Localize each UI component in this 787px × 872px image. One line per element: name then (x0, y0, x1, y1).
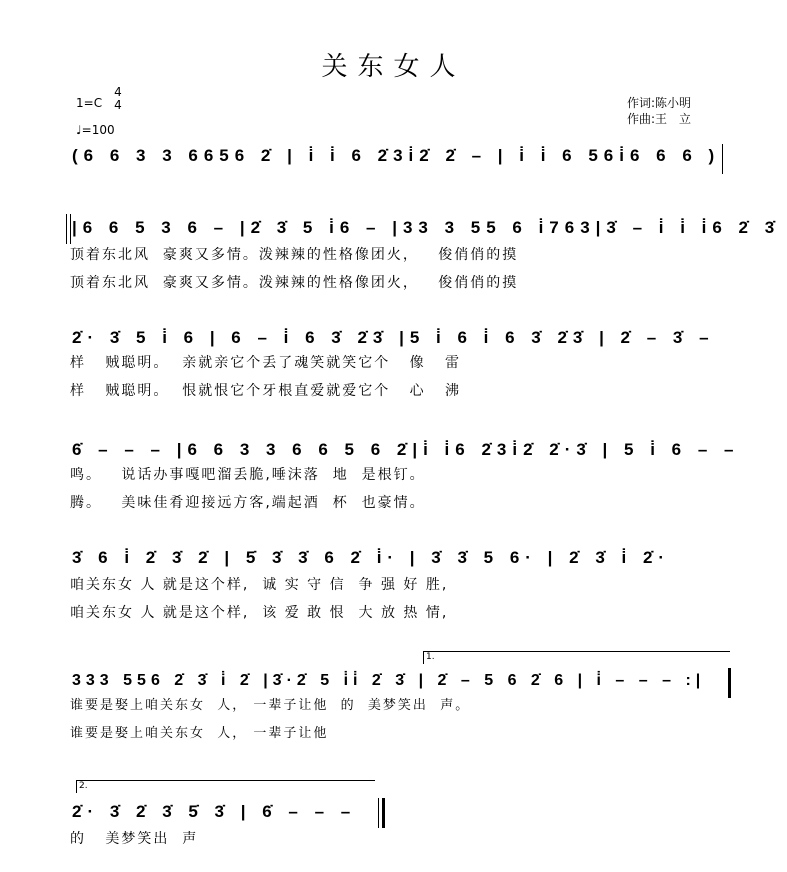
notes-line: 2̇· 3̇ 5 i̇ 6 | 6 – i̇ 6 3̇ 2̇3̇ |5 i̇ 6 i̇ 6 3̇ 2̇3̇ | 2̇ – 3̇ – (72, 328, 715, 347)
lyric-verse-2: 咱关东女 人 就是这个样, 该 爱 敢 恨 大 放 热 情, (70, 605, 449, 621)
barline (66, 214, 67, 244)
composer: 作曲:王 立 (627, 112, 692, 126)
notes-line: (6 6 3 3 6656 2̇ | i̇ i̇ 6 2̇3i̇2̇ 2̇ – | i̇ i̇ 6 56i̇6 6 6 ) (72, 146, 721, 165)
lyric-verse-2: 样 贼聪明。 恨就恨它个牙根直爱就爱它个 心 沸 (70, 383, 461, 399)
score-row-6 (0, 796, 787, 872)
lyric-verse-1: 谁要是娶上咱关东女 人， 一辈子让他 的 美梦笑出 声。 (70, 698, 471, 713)
score-row-2 (0, 318, 787, 444)
lyric-verse-1: 鸣。 说话办事嘎吧溜丢脆,唾沫落 地 是根钉。 (70, 467, 426, 483)
lyricist: 作词:陈小明 (627, 96, 692, 110)
volta-label: 2. (79, 781, 88, 791)
time-sig-top: 4 (114, 85, 122, 99)
lyric-verse-1: 顶着东北风 豪爽又多情。泼辣辣的性格像团火， 俊俏俏的摸 (70, 247, 519, 263)
barline (378, 798, 379, 828)
lyric-verse-2: 顶着东北风 豪爽又多情。泼辣辣的性格像团火， 俊俏俏的摸 (70, 275, 519, 291)
barline (70, 214, 71, 244)
notes-line: 2̇· 3̇ 2̇ 3̇ 5̇ 3̇ | 6̇ – – – (72, 802, 357, 821)
lyric-verse-1: 咱关东女 人 就是这个样, 诚 实 守 信 争 强 好 胜, (70, 577, 449, 593)
repeat-end-barline (728, 668, 731, 698)
notes-line: |6 6 5 3 6 – |2̇ 3̇ 5 i̇6 – |33 3 55 6 i̇763|3̇ – i̇ i̇ i̇6 2̇ 3̇ (72, 218, 781, 237)
score-row-5 (0, 666, 787, 792)
notes-line: 6̇ – – – |6 6 3 3 6 6 5 6 2̇|i̇ i̇6 2̇3i̇2̇ 2̇·3̇ | 5 i̇ 6 – – (72, 440, 740, 459)
lyric-verse-2: 腾。 美味佳肴迎接远方客,端起酒 杯 也豪情。 (70, 495, 426, 511)
volta-first-ending (423, 651, 730, 664)
score-row-3 (0, 430, 787, 556)
notes-line: 333 556 2̇ 3̇ i̇ 2̇ |3̇·2̇ 5 i̇i̇ 2̇ 3̇ | 2̇ – 5 6 2̇ 6 | i̇ – – – :| (72, 672, 706, 689)
tempo-value: =100 (81, 123, 115, 137)
notes-line: 3̇ 6 i̇ 2̇ 3̇ 2̇ | 5̇ 3̇ 3̇ 6 2̇ i̇· | 3̇ 3̇ 5 6· | 2̇ 3̇ i̇ 2̇· (72, 548, 671, 567)
time-sig-bottom: 4 (114, 98, 122, 112)
time-signature (112, 86, 124, 112)
volta-second-ending (76, 780, 375, 793)
key-signature: 1=C (76, 96, 103, 110)
tempo-marking (76, 123, 115, 137)
song-title: 关东女人 (321, 52, 466, 82)
credits (627, 95, 691, 127)
lyric-verse-1: 样 贼聪明。 亲就亲它个丢了魂笑就笑它个 像 雷 (70, 355, 461, 371)
lyric-verse-1: 的 美梦笑出 声 (70, 831, 199, 847)
quarter-note-icon: ♩ (76, 123, 82, 137)
final-barline (382, 798, 385, 828)
lyric-verse-2: 谁要是娶上咱关东女 人， 一辈子让他 (70, 726, 329, 741)
volta-label: 1. (426, 652, 435, 662)
score-row-4 (0, 540, 787, 666)
barline (722, 144, 723, 174)
